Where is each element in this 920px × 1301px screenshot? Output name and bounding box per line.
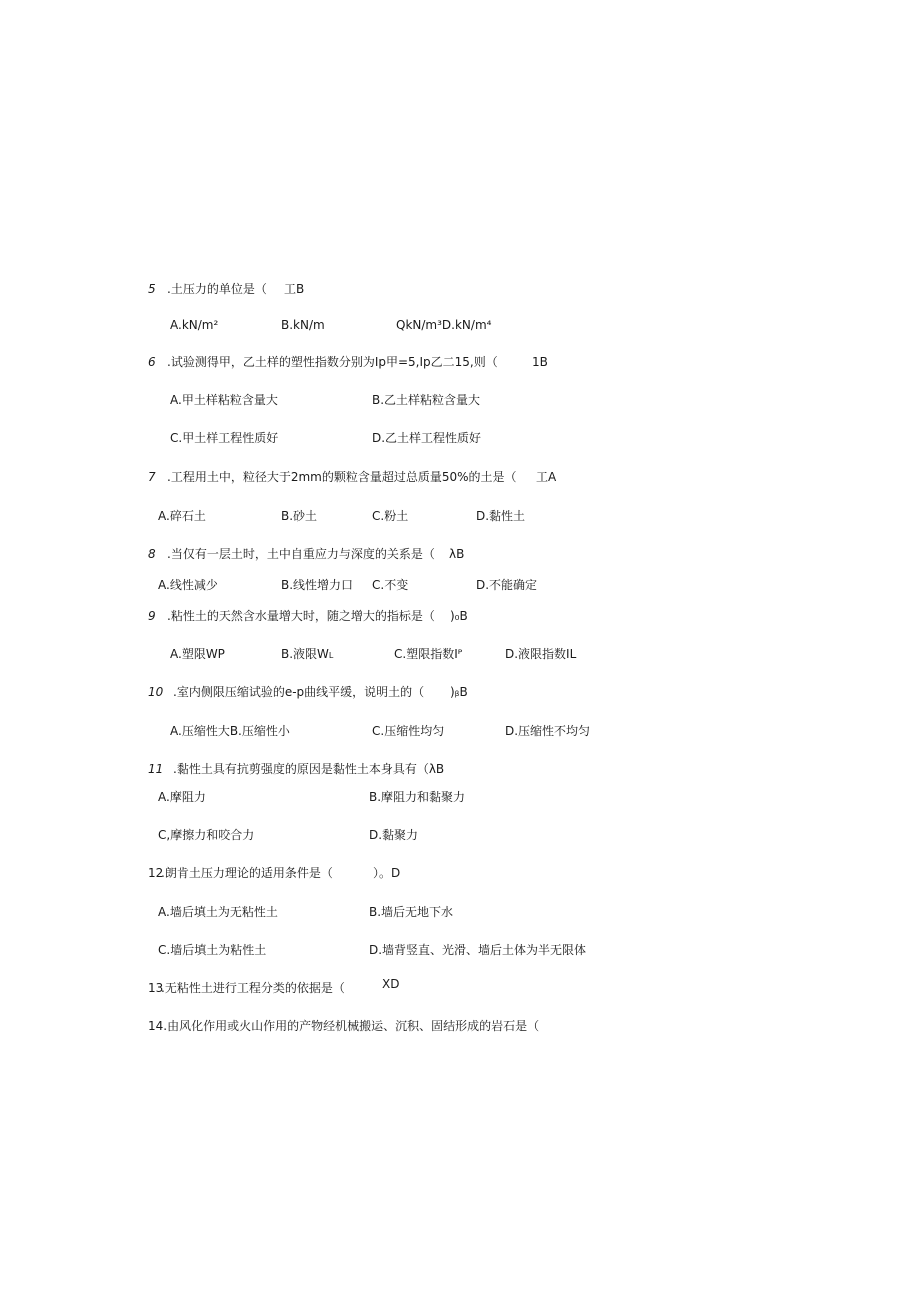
question-stem: .朗肯土压力理论的适用条件是（	[161, 866, 333, 880]
question-answer: XD	[382, 977, 400, 991]
option-a: A.摩阻力	[158, 790, 206, 804]
option-c: C.塑限指数Iᴾ	[394, 647, 463, 661]
question-answer: )₀B	[450, 609, 468, 623]
question-number: 5	[148, 282, 156, 296]
option-d: D.乙土样工程性质好	[372, 431, 482, 445]
question-stem: .黏性土具有抗剪强度的原因是黏性土本身具有（λB	[173, 762, 445, 776]
option-c: C.甲土样工程性质好	[170, 431, 279, 445]
question-stem: .无粘性土进行工程分类的依据是（	[161, 981, 345, 995]
question-stem: .当仅有一层土时，土中自重应力与深度的关系是（	[167, 547, 435, 561]
option-d: D.不能确定	[476, 578, 538, 592]
option-c: C.墙后填土为粘性土	[158, 943, 267, 957]
option-a-b: A.压缩性大B.压缩性小	[170, 724, 290, 738]
question-stem: 14.由风化作用或火山作用的产物经机械搬运、沉积、固结形成的岩石是（	[148, 1019, 540, 1033]
question-number: 6	[148, 355, 156, 369]
question-answer: )ᵦB	[450, 685, 468, 699]
option-c: C.粉土	[372, 509, 409, 523]
question-stem: .粘性土的天然含水量增大时，随之增大的指标是（	[167, 609, 435, 623]
question-stem: .试验测得甲，乙土样的塑性指数分别为Ip甲=5,Ip乙二15,则（	[167, 355, 498, 369]
option-b: B.摩阻力和黏聚力	[369, 790, 466, 804]
option-a: A.甲土样粘粒含量大	[170, 393, 278, 407]
option-b: B.kN/m	[281, 318, 325, 332]
question-stem: .室内侧限压缩试验的e-p曲线平缓，说明土的（	[173, 685, 425, 699]
option-c-d: QkN/m³D.kN/m⁴	[396, 318, 492, 332]
option-b-subscript: L	[328, 651, 334, 660]
question-answer: 工B	[284, 282, 305, 296]
question-number: 13	[148, 981, 164, 995]
option-c: C.压缩性均匀	[372, 724, 445, 738]
question-number: 8	[148, 547, 156, 561]
option-a: A.墙后填土为无粘性土	[158, 905, 278, 919]
question-answer: ）。D	[373, 866, 401, 880]
option-b: B.墙后无地下水	[369, 905, 454, 919]
option-d: D.黏性土	[476, 509, 526, 523]
option-b: B.砂土	[281, 509, 318, 523]
option-d: D.压缩性不均匀	[505, 724, 591, 738]
option-d: D.墙背竖直、光滑、墙后土体为半无限体	[369, 943, 587, 957]
option-d: D.液限指数IL	[505, 647, 577, 661]
question-answer: λB	[449, 547, 465, 561]
question-answer: 1B	[532, 355, 548, 369]
question-number: 12	[148, 866, 164, 880]
option-a: A.塑限WP	[170, 647, 225, 661]
question-number: 7	[148, 470, 156, 484]
option-b-text: B.液限W	[281, 647, 329, 661]
question-number: 10	[148, 685, 164, 699]
question-answer: 工A	[536, 470, 557, 484]
question-stem: .工程用土中，粒径大于2mm的颗粒含量超过总质量50%的土是（	[167, 470, 517, 484]
option-a: A.线性减少	[158, 578, 218, 592]
option-c: C,摩擦力和咬合力	[158, 828, 255, 842]
option-a: A.kN/m²	[170, 318, 219, 332]
option-d: D.黏聚力	[369, 828, 419, 842]
option-b: B.乙土样粘粒含量大	[372, 393, 481, 407]
option-a: A.碎石土	[158, 509, 206, 523]
option-b	[281, 647, 333, 663]
question-stem: .土压力的单位是（	[167, 282, 267, 296]
question-number: 9	[148, 609, 156, 623]
option-b: B.线性增力口	[281, 578, 354, 592]
option-c: C.不变	[372, 578, 409, 592]
question-number: 11	[148, 762, 164, 776]
